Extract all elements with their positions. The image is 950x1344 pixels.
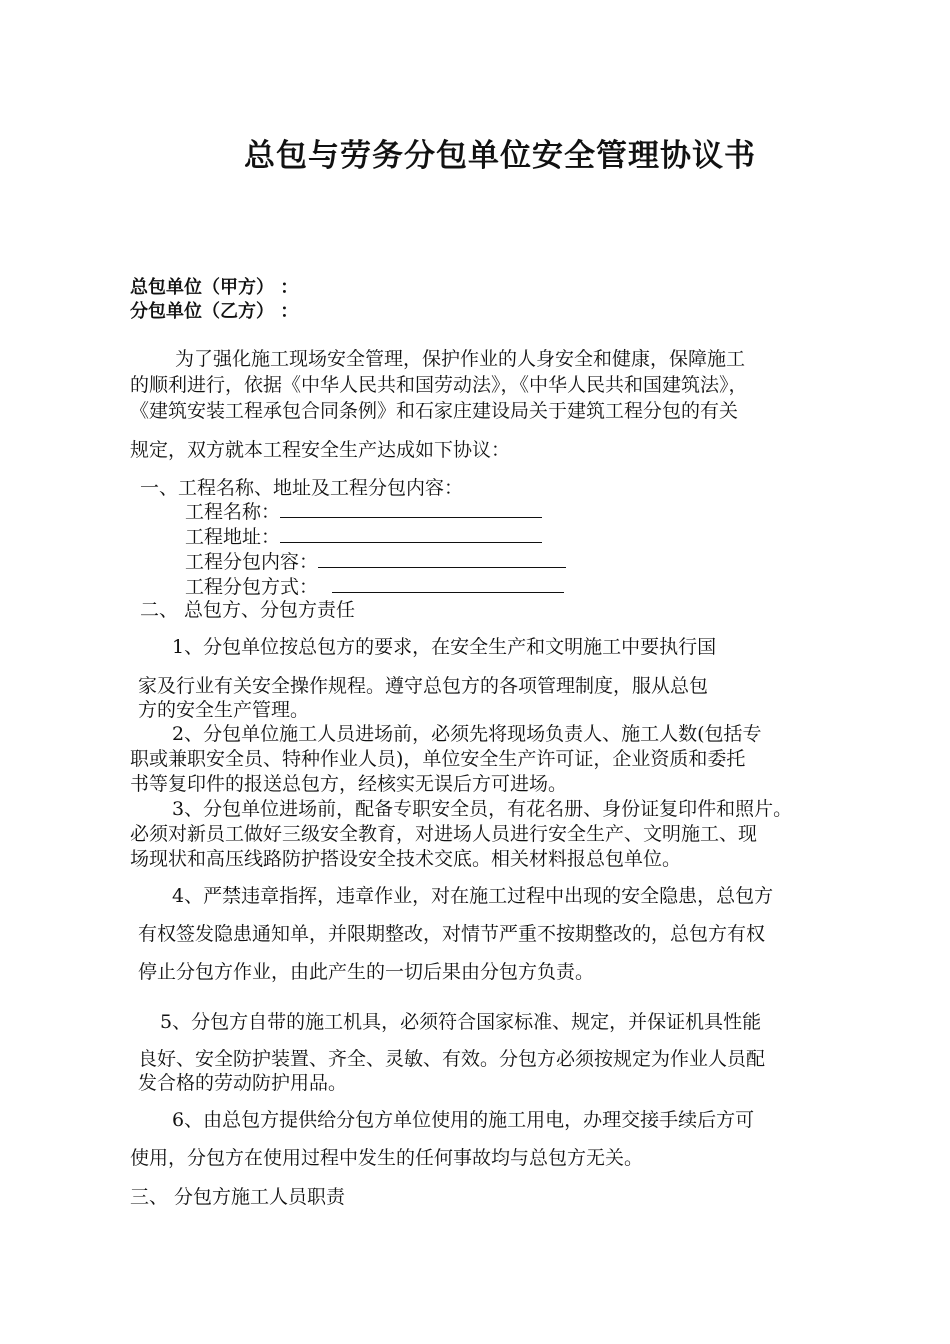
party-a-label: 总包单位（甲方） ： xyxy=(130,277,299,298)
clause-line: 6、由总包方提供给分包方单位使用的施工用电，办理交接手续后方可 xyxy=(172,1109,755,1131)
document-title: 总包与劳务分包单位安全管理协议书 xyxy=(244,138,756,174)
field-label: 工程分包内容： xyxy=(185,551,319,573)
field-label: 工程名称： xyxy=(185,501,281,523)
clause-line: 4、严禁违章指挥，违章作业，对在施工过程中出现的安全隐患，总包方 xyxy=(172,885,774,907)
clause-line: 1、分包单位按总包方的要求，在安全生产和文明施工中要执行国 xyxy=(172,636,717,658)
clause-line: 良好、安全防护装置、齐全、灵敏、有效。分包方必须按规定为作业人员配 xyxy=(138,1048,766,1070)
clause-line: 有权签发隐患通知单，并限期整改，对情节严重不按期整改的，总包方有权 xyxy=(138,923,766,945)
field-project-address xyxy=(185,524,542,549)
preamble-line: 为了强化施工现场安全管理，保护作业的人身安全和健康，保障施工 xyxy=(175,348,746,370)
clause-line: 家及行业有关安全操作规程。遵守总包方的各项管理制度，服从总包 xyxy=(138,675,709,697)
clause-line: 3、分包单位进场前，配备专职安全员，有花名册、身份证复印件和照片。 xyxy=(172,798,793,820)
clause-line: 使用，分包方在使用过程中发生的任何事故均与总包方无关。 xyxy=(130,1147,644,1169)
clause-line: 必须对新员工做好三级安全教育，对进场人员进行安全生产、文明施工、现 xyxy=(130,823,758,845)
preamble-line: 《建筑安装工程承包合同条例》和石家庄建设局关于建筑工程分包的有关 xyxy=(130,400,739,422)
preamble-line: 的顺利进行，依据《中华人民共和国劳动法》，《中华人民共和国建筑法》， xyxy=(130,374,748,396)
clause-line: 方的安全生产管理。 xyxy=(138,699,310,721)
clause-line: 书等复印件的报送总包方，经核实无误后方可进场。 xyxy=(130,773,568,795)
clause-line: 2、分包单位施工人员进场前，必须先将现场负责人、施工人数(包括专 xyxy=(172,723,762,745)
blank-line xyxy=(332,574,564,593)
preamble-line: 规定，双方就本工程安全生产达成如下协议： xyxy=(130,439,511,461)
clause-line: 5、分包方自带的施工机具，必须符合国家标准、规定，并保证机具性能 xyxy=(160,1011,762,1033)
blank-line xyxy=(318,549,566,568)
field-label: 工程分包方式： xyxy=(185,576,319,598)
field-project-name xyxy=(185,499,542,524)
section2-heading: 二、 总包方、分包方责任 xyxy=(140,599,356,621)
clause-line: 场现状和高压线路防护搭设安全技术交底。相关材料报总包单位。 xyxy=(130,848,682,870)
party-b-label: 分包单位（乙方） ： xyxy=(130,301,299,322)
clause-line: 停止分包方作业，由此产生的一切后果由分包方负责。 xyxy=(138,961,595,983)
blank-line xyxy=(280,524,542,543)
section3-heading: 三、 分包方施工人员职责 xyxy=(130,1186,346,1208)
clause-line: 职或兼职安全员、特种作业人员)，单位安全生产许可证，企业资质和委托 xyxy=(130,748,746,770)
field-subcontract-method xyxy=(185,574,564,599)
field-label: 工程地址： xyxy=(185,526,281,548)
field-subcontract-content xyxy=(185,549,566,574)
blank-line xyxy=(280,499,542,518)
section1-heading: 一、工程名称、地址及工程分包内容： xyxy=(140,477,464,499)
clause-line: 发合格的劳动防护用品。 xyxy=(138,1072,348,1094)
